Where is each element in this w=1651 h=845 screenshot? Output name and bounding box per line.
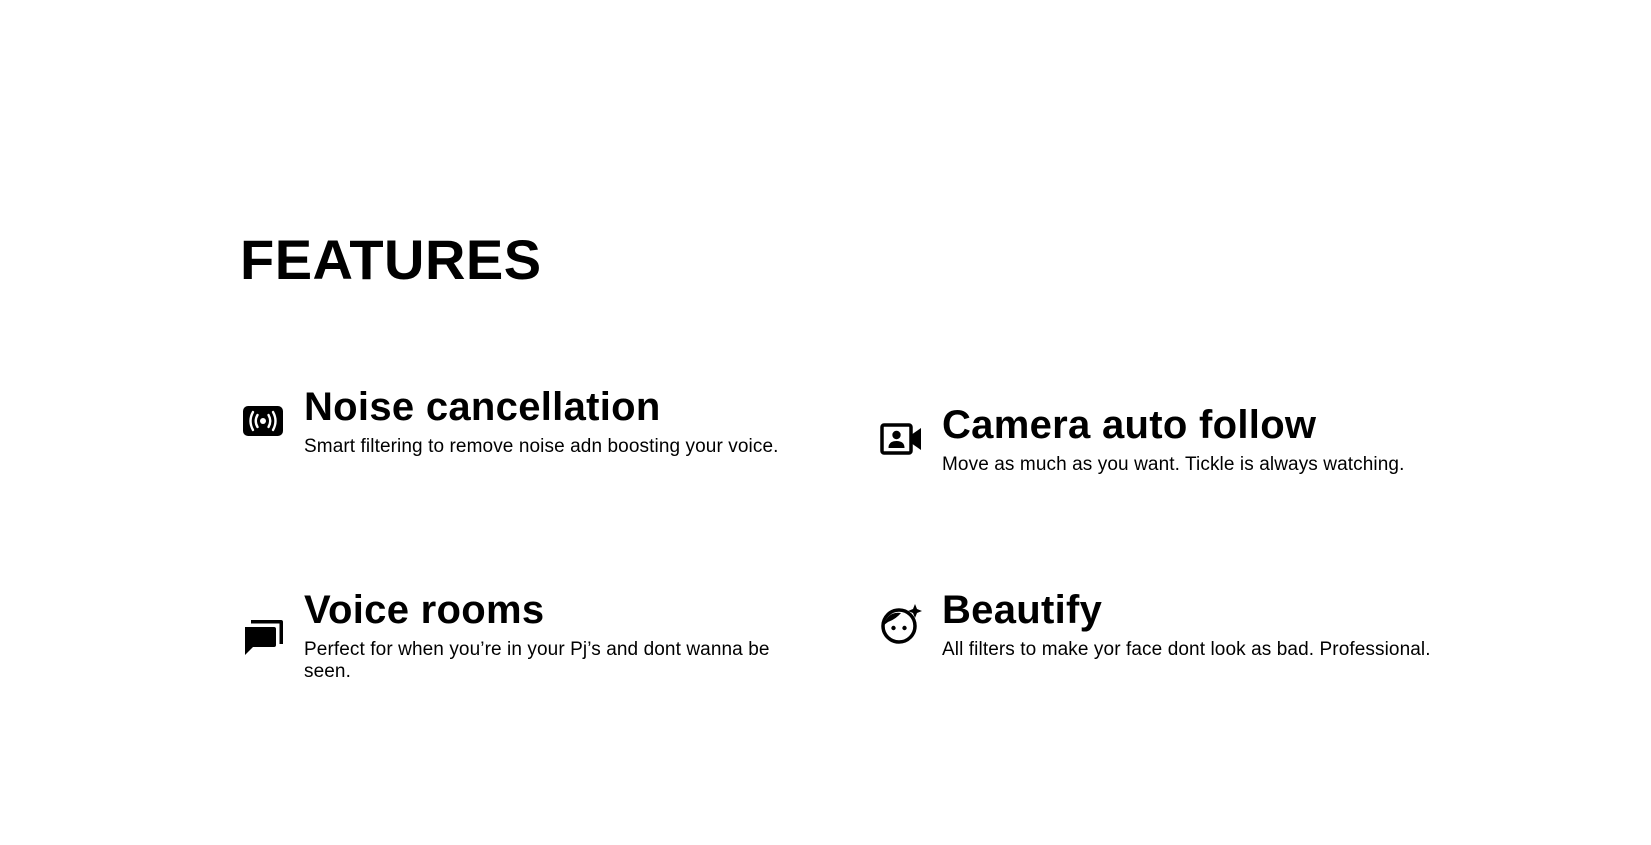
- feature-title: Noise cancellation: [304, 385, 661, 429]
- feature-description: Move as much as you want. Tickle is always watching.: [942, 454, 1405, 475]
- feature-description: All filters to make yor face dont look as bad. Professional.: [942, 639, 1431, 660]
- face-sparkle-icon: [878, 601, 924, 647]
- feature-noise-cancellation: [240, 384, 800, 458]
- feature-description: Perfect for when you’re in your Pj’s and dont wanna be seen.: [304, 639, 770, 682]
- feature-camera-auto-follow: [878, 402, 1438, 476]
- feature-description: Smart filtering to remove noise adn boosting your voice.: [304, 436, 779, 457]
- feature-voice-rooms: [240, 587, 800, 683]
- feature-text: [304, 587, 774, 683]
- feature-text: [304, 384, 779, 458]
- feature-beautify: [878, 587, 1438, 661]
- feature-title: Beautify: [942, 588, 1103, 632]
- feature-title: Voice rooms: [304, 588, 545, 632]
- noise-cancellation-icon: [240, 398, 286, 444]
- section-title: FEATURES: [240, 228, 542, 291]
- feature-text: [942, 587, 1431, 661]
- camera-follow-icon: [878, 416, 924, 462]
- feature-title: Camera auto follow: [942, 403, 1317, 447]
- feature-text: [942, 402, 1404, 476]
- chat-bubbles-icon: [240, 612, 286, 658]
